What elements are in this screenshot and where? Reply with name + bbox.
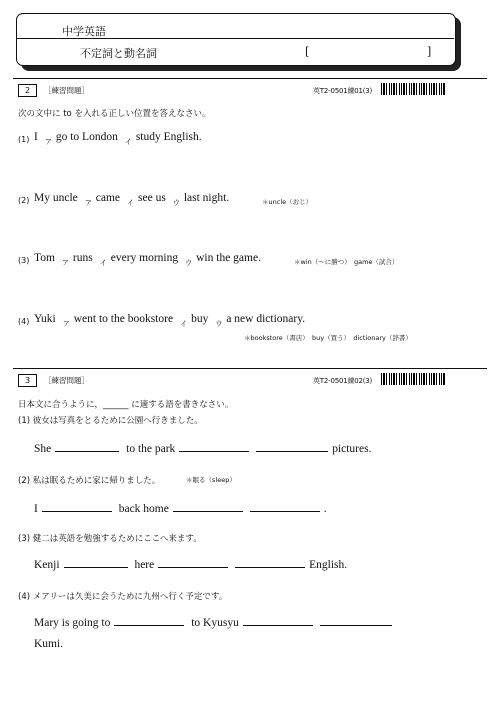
- section3-code: 英T2-0501練02(3): [313, 377, 373, 385]
- s2-q3-sentence: [34, 252, 265, 267]
- word: Kenji: [34, 559, 60, 571]
- s3-q3-prompt: [18, 532, 202, 544]
- word: .: [323, 503, 327, 515]
- section2-barcode: [381, 83, 445, 95]
- word: Yuki: [34, 313, 56, 325]
- section3-top-rule: [13, 368, 487, 369]
- word: to Kyusyu: [191, 617, 239, 629]
- s3-q1-prompt: [18, 414, 203, 426]
- word: here: [134, 559, 155, 571]
- word: pictures.: [332, 443, 372, 455]
- word: to the park: [126, 443, 176, 455]
- word: see us: [138, 192, 166, 204]
- s3-q4-prompt: [18, 590, 227, 602]
- answer-blank[interactable]: [173, 500, 243, 512]
- section2-instruction: 次の文中に to を入れる正しい位置を答えなさい。: [18, 109, 211, 119]
- section3-barcode: [381, 373, 445, 385]
- choice-marker-i: イ: [124, 138, 132, 146]
- answer-blank[interactable]: [55, 440, 119, 452]
- word: a new dictionary.: [226, 313, 306, 325]
- question-number: (1): [18, 416, 31, 426]
- s2-q1-sentence: [34, 131, 206, 146]
- section3-number: 3: [18, 374, 37, 387]
- word: Mary is going to: [34, 617, 111, 629]
- section2-number: 2: [18, 84, 37, 97]
- section3-label: ［練習問題］: [44, 376, 89, 385]
- choice-marker-a: ア: [62, 320, 70, 328]
- s2-q4-number: (4): [18, 317, 30, 326]
- s3-q4-answer-line: [34, 614, 396, 629]
- s2-q4-note: ＊bookstore（書店） buy（買う） dictionary（辞書）: [244, 334, 412, 342]
- section2-top-rule: [13, 78, 487, 79]
- choice-marker-i: イ: [99, 259, 107, 267]
- choice-marker-u: ウ: [172, 199, 180, 207]
- word: every morning: [110, 252, 179, 264]
- japanese-sentence: 彼女は写真をとるために公園へ行きました。: [32, 416, 203, 426]
- answer-blank[interactable]: [42, 500, 112, 512]
- s3-q1-answer-line: [34, 440, 375, 455]
- section3-instruction: 日本文に合うように，______ に適する語を書きなさい。: [18, 400, 234, 410]
- s2-q3-number: (3): [18, 256, 30, 265]
- s2-q2-number: (2): [18, 196, 30, 205]
- s3-q2-prompt: [18, 474, 160, 486]
- word: came: [95, 192, 121, 204]
- word: I: [34, 131, 38, 143]
- question-number: (4): [18, 592, 31, 602]
- word: study English.: [135, 131, 202, 143]
- s2-q3-note: ＊win（～に勝つ） game（試合）: [294, 258, 399, 266]
- s2-q2-note: ＊uncle（おじ）: [262, 198, 313, 206]
- japanese-sentence: 健二は英語を勉強するためにここへ来ます。: [32, 534, 202, 544]
- name-bracket-right: ]: [427, 45, 432, 58]
- section2-label: ［練習問題］: [44, 86, 89, 95]
- answer-blank[interactable]: [243, 614, 313, 626]
- s2-q1-number: (1): [18, 135, 30, 144]
- s2-q2-sentence: [34, 192, 233, 207]
- choice-marker-u: ウ: [185, 259, 193, 267]
- word: Tom: [34, 252, 55, 264]
- answer-blank[interactable]: [64, 556, 128, 568]
- s3-q4-continuation: Kumi.: [34, 638, 64, 650]
- section2-code: 英T2-0501練01(3): [313, 87, 373, 95]
- word: last night.: [183, 192, 230, 204]
- answer-blank[interactable]: [256, 440, 328, 452]
- word: win the game.: [196, 252, 261, 264]
- word: back home: [118, 503, 169, 515]
- answer-blank[interactable]: [250, 500, 320, 512]
- s3-q3-answer-line: [34, 556, 351, 571]
- choice-marker-i: イ: [127, 199, 135, 207]
- choice-marker-u: ウ: [215, 320, 223, 328]
- s3-q2-answer-line: [34, 500, 331, 515]
- answer-blank[interactable]: [235, 556, 305, 568]
- s2-q4-sentence: [34, 313, 309, 328]
- word: buy: [191, 313, 209, 325]
- choice-marker-i: イ: [180, 320, 188, 328]
- word: She: [34, 443, 52, 455]
- name-bracket-left: [: [305, 45, 310, 58]
- word: English.: [309, 559, 348, 571]
- answer-blank[interactable]: [320, 614, 392, 626]
- choice-marker-a: ア: [44, 138, 52, 146]
- question-number: (3): [18, 534, 31, 544]
- word: I: [34, 503, 38, 515]
- japanese-sentence: メアリーは久美に会うために九州へ行く予定です。: [32, 592, 228, 602]
- choice-marker-a: ア: [84, 199, 92, 207]
- choice-marker-a: ア: [61, 259, 69, 267]
- answer-blank[interactable]: [114, 614, 184, 626]
- word: go to London: [55, 131, 118, 143]
- question-number: (2): [18, 476, 31, 486]
- word: runs: [72, 252, 93, 264]
- word: went to the bookstore: [73, 313, 174, 325]
- answer-blank[interactable]: [158, 556, 228, 568]
- japanese-sentence: 私は眠るために家に帰りました。: [32, 476, 161, 486]
- worksheet-title: 不定詞と動名詞: [80, 47, 157, 60]
- s3-q2-note: ＊眠る（sleep）: [186, 476, 236, 484]
- answer-blank[interactable]: [179, 440, 249, 452]
- subject-label: 中学英語: [62, 25, 106, 38]
- word: My uncle: [34, 192, 78, 204]
